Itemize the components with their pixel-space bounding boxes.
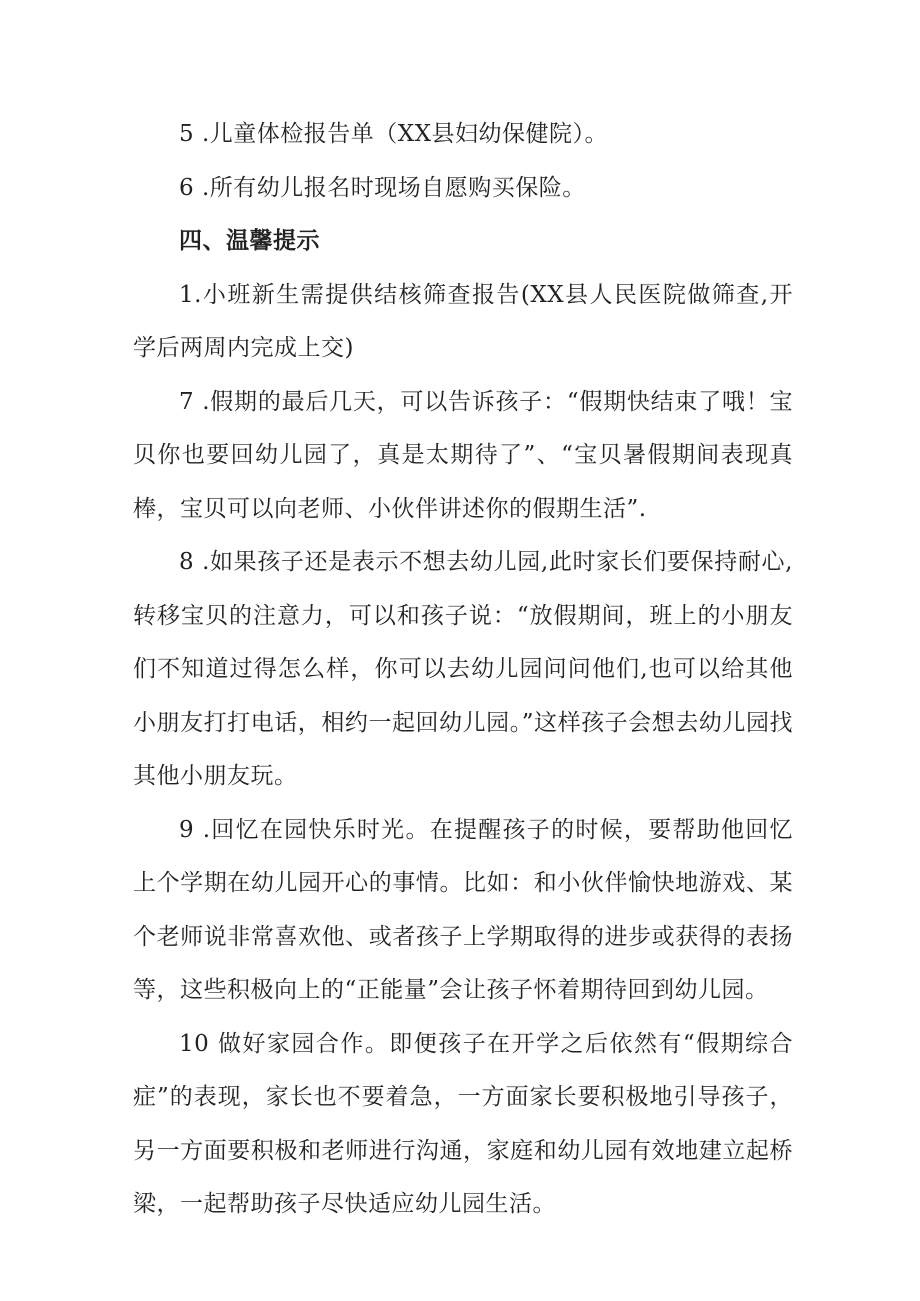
section-heading-tips: 四、温馨提示 [179,228,320,254]
tip-9-happy-memories: 9 .回忆在园快乐时光。在提醒孩子的时候，要帮助他回忆上个学期在幼儿园开心的事情。比如：和小伙伴愉快地游戏、某个老师说非常喜欢他、或者孩子上学期取得的进步或获得的表扬等，这些积极向上的“正能量”会让孩子怀着期待回到幼儿园。 [133,816,793,1003]
tip-8-patience: 8 .如果孩子还是表示不想去幼儿园,此时家长们要保持耐心,转移宝贝的注意力，可以和孩子说：“放假期间，班上的小朋友们不知道过得怎么样，你可以去幼儿园问问他们,也可以给其他小朋友打打电话，相约一起回幼儿园。”这样孩子会想去幼儿园找其他小朋友玩。 [133,549,793,789]
item-6-insurance: 6 .所有幼儿报名时现场自愿购买保险。 [179,174,586,201]
tip-10-home-school: 10 做好家园合作。即便孩子在开学之后依然有“假期综合症”的表现，家长也不要着急，一方面家长要积极地引导孩子，另一方面要积极和老师进行沟通，家庭和幼儿园有效地建立起桥梁，一起帮助孩子尽快适应幼儿园生活。 [133,1030,793,1217]
document-body [133,108,793,1232]
tip-7-last-days: 7 .假期的最后几天，可以告诉孩子：“假期快结束了哦！宝贝你也要回幼儿园了，真是太期待了”、“宝贝暑假期间表现真棒，宝贝可以向老师、小伙伴讲述你的假期生活”. [133,388,793,522]
item-5-health-report: 5 .儿童体检报告单（XX县妇幼保健院）。 [179,121,609,147]
tip-1-tb-screening: 1.小班新生需提供结核筛查报告(XX县人民医院做筛查,开学后两周内完成上交) [133,281,793,361]
